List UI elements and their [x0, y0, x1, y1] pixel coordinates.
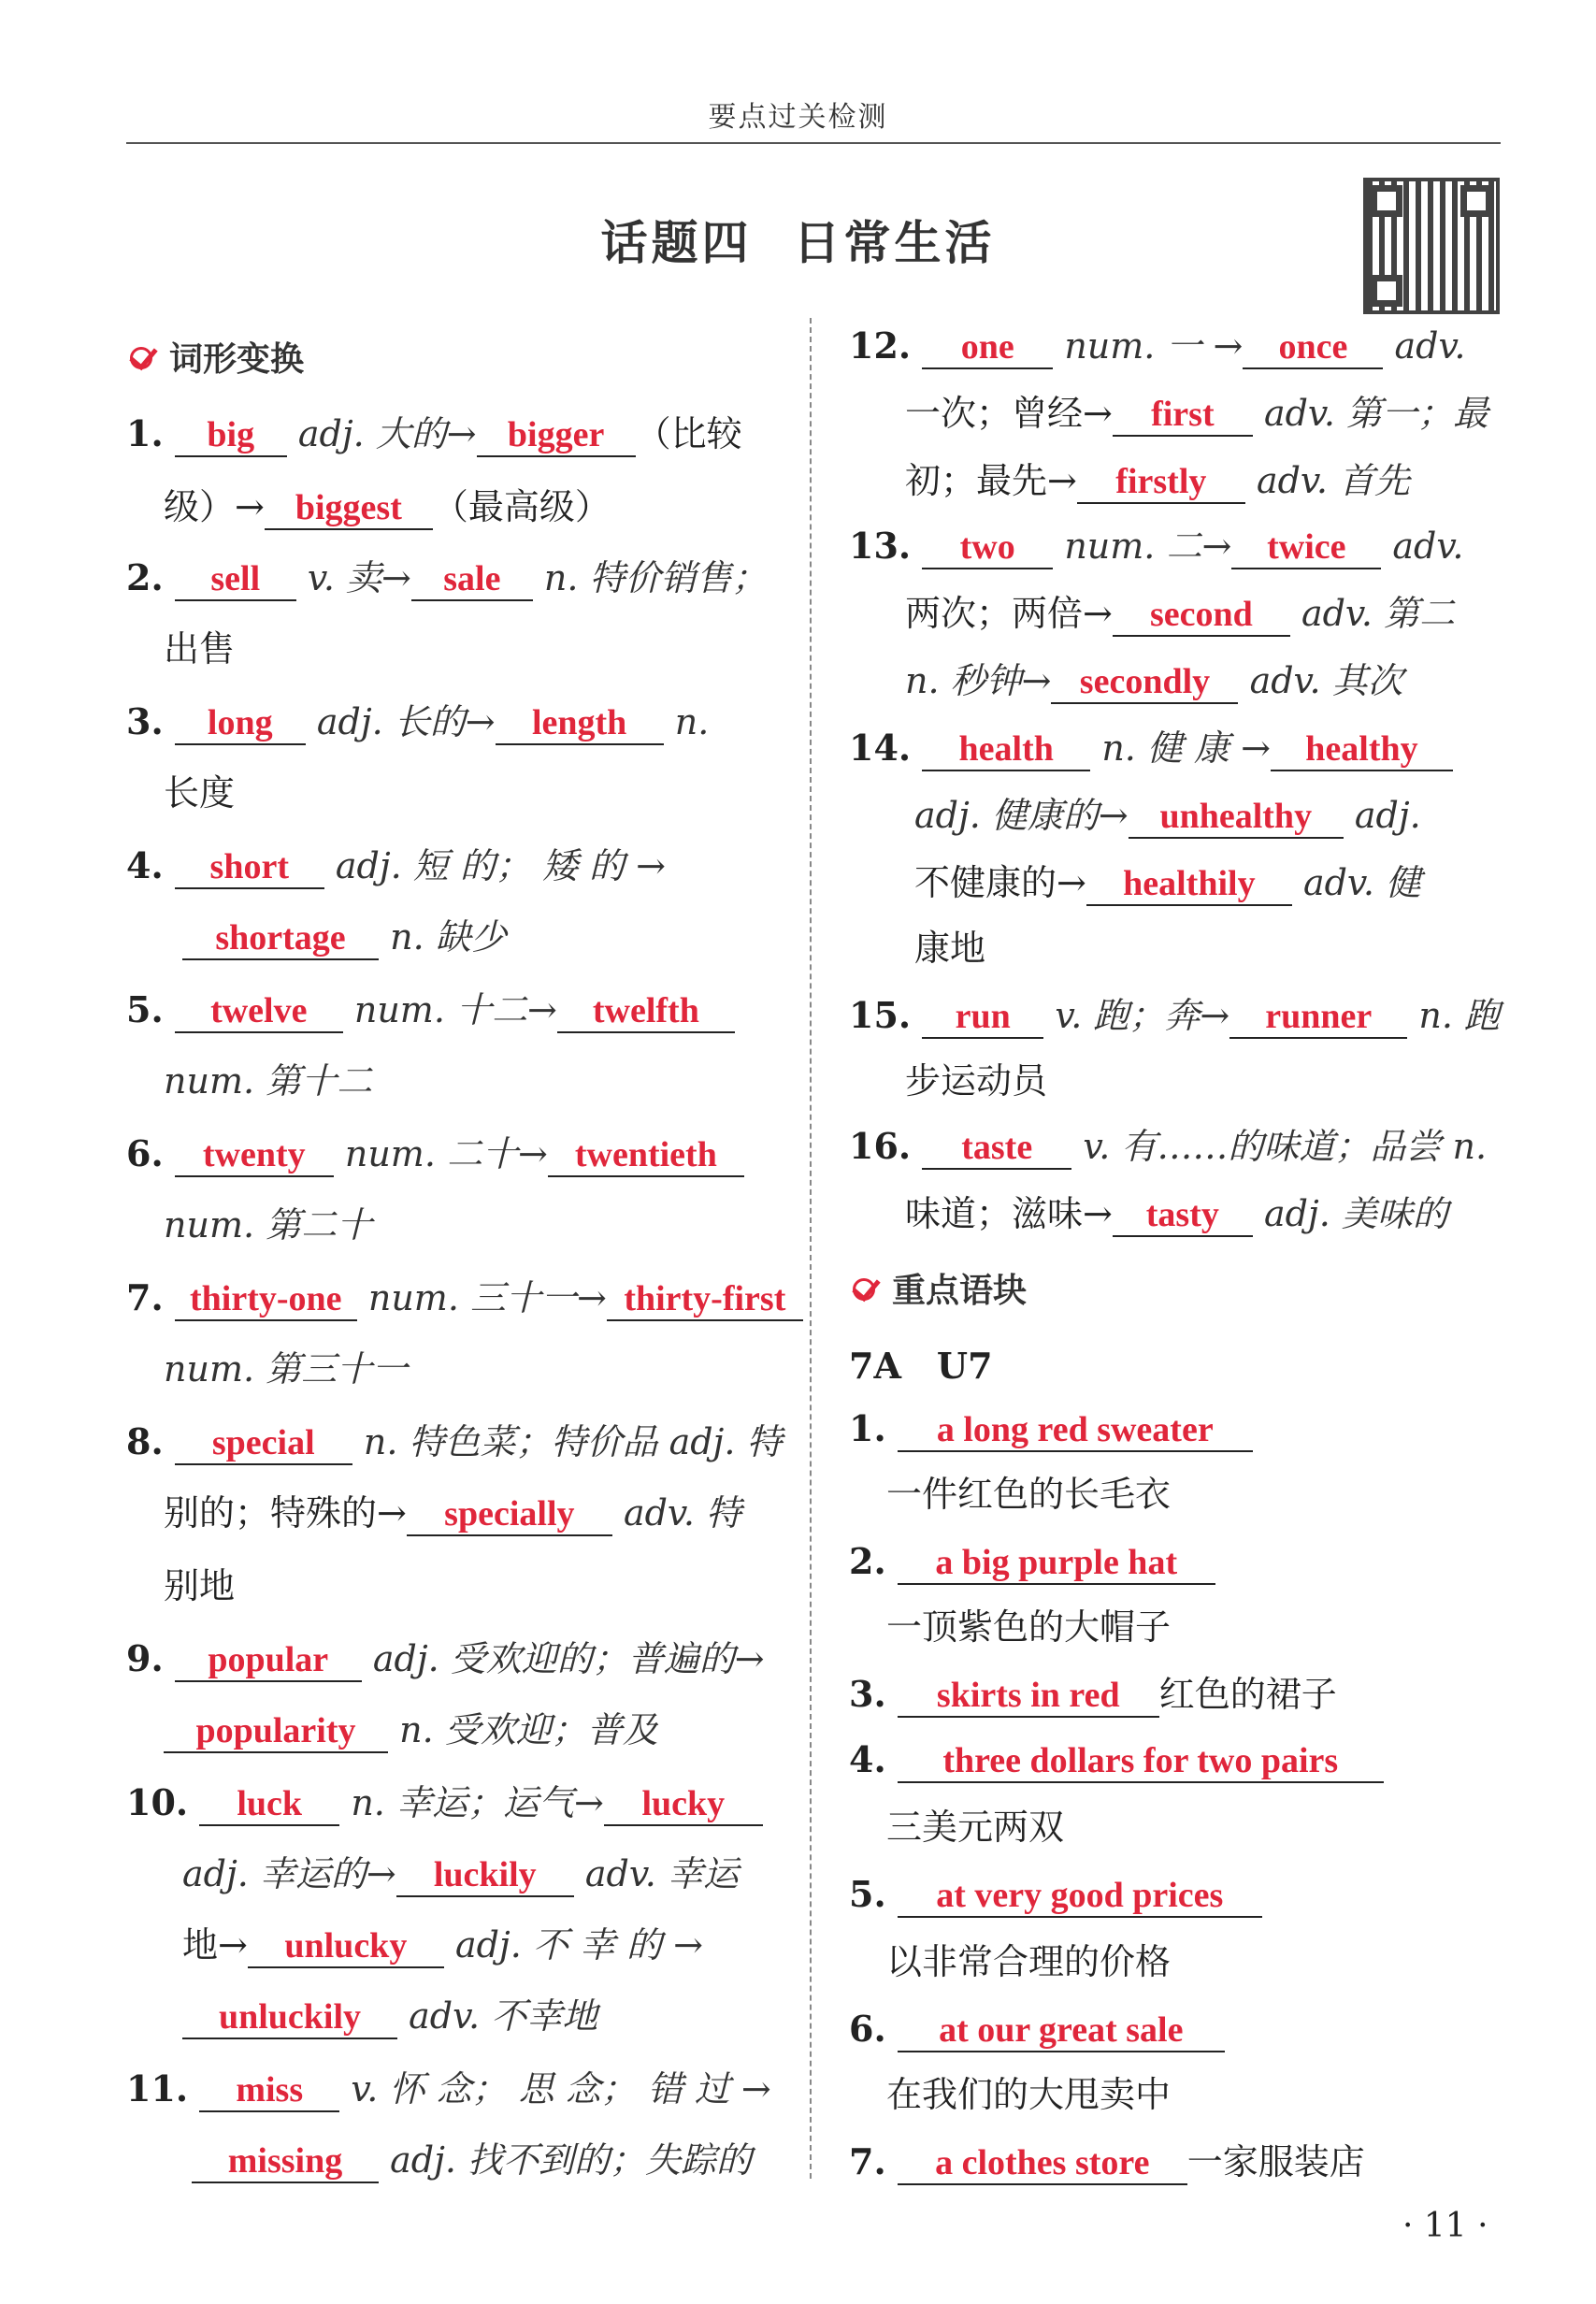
- item-text: 一件红色的长毛衣: [886, 1474, 1172, 1515]
- item-text: v. 怀 念； 思 念； 错 过 →: [351, 2068, 771, 2110]
- item-text: 长度: [164, 772, 236, 814]
- item-text: num. 第十二: [164, 1060, 373, 1102]
- answer-blank[interactable]: miss: [199, 2069, 339, 2112]
- item-number: 14.: [849, 727, 912, 769]
- item-text: adv. 其次: [1249, 660, 1403, 701]
- item-text: 别的；特殊的→: [164, 1492, 407, 1534]
- answer-blank[interactable]: once: [1243, 326, 1383, 369]
- item-text: num. 第二十: [164, 1204, 373, 1246]
- answer-blank[interactable]: run: [922, 996, 1043, 1039]
- word-item-4-cont: [182, 914, 507, 960]
- item-number: 6.: [126, 1132, 164, 1174]
- item-number: 11.: [126, 2067, 189, 2110]
- answer-blank[interactable]: thirty-one: [175, 1278, 357, 1321]
- word-item-1-cont: [164, 484, 611, 530]
- item-text: 别地: [164, 1565, 236, 1606]
- word-item-6: [126, 1131, 744, 1177]
- answer-blank[interactable]: runner: [1229, 996, 1407, 1039]
- item-number: 1.: [849, 1407, 886, 1449]
- word-item-11: [126, 2066, 771, 2112]
- item-text: adv.: [1392, 526, 1464, 567]
- word-item-11-cont: [192, 2138, 752, 2183]
- answer-blank[interactable]: taste: [922, 1127, 1071, 1170]
- section-word-forms: [126, 333, 304, 381]
- answer-blank[interactable]: twentieth: [548, 1134, 744, 1177]
- item-text: adj. 幸运的→: [182, 1853, 396, 1894]
- word-item-9: [126, 1636, 765, 1682]
- item-text: num. 第三十一: [164, 1348, 409, 1390]
- item-text: n. 幸运；运气→: [351, 1782, 604, 1823]
- item-text: n. 秒钟→: [905, 660, 1052, 701]
- item-number: 12.: [849, 324, 912, 367]
- item-text: 康地: [914, 928, 986, 969]
- item-text: n. 跑: [1418, 995, 1501, 1036]
- word-item-10-cont3: [182, 1994, 597, 2039]
- answer-blank[interactable]: length: [496, 702, 664, 745]
- item-text: n. 受欢迎；普及: [399, 1709, 658, 1750]
- item-text: adj. 大的→: [297, 413, 477, 454]
- item-number: 13.: [849, 525, 912, 567]
- item-number: 9.: [126, 1637, 164, 1679]
- phrase-item-2-trans: [886, 1605, 1171, 1649]
- item-number: 8.: [126, 1420, 164, 1462]
- item-text: 一顶紫色的大帽子: [886, 1606, 1172, 1648]
- item-number: 6.: [849, 2008, 886, 2050]
- word-item-2-cont: [164, 626, 235, 671]
- item-number: 1.: [126, 412, 164, 454]
- item-text: 级）→: [164, 486, 265, 527]
- word-item-10-cont: [182, 1851, 739, 1897]
- word-item-16-cont: [905, 1191, 1448, 1237]
- word-item-7-cont: [164, 1346, 408, 1391]
- answer-blank[interactable]: a clothes store: [898, 2142, 1187, 2185]
- item-text: 红色的裙子: [1158, 1674, 1337, 1715]
- item-text: 两次；两倍→: [905, 593, 1113, 634]
- word-item-5-cont: [164, 1058, 372, 1103]
- answer-blank[interactable]: lucky: [604, 1783, 763, 1826]
- item-text: n.: [674, 701, 710, 742]
- item-text: adj. 美味的: [1263, 1193, 1448, 1234]
- item-text: 不健康的→: [914, 862, 1086, 903]
- answer-blank[interactable]: one: [922, 326, 1053, 369]
- word-item-13-cont2: [905, 658, 1403, 704]
- word-item-1: [126, 411, 742, 457]
- item-text: adj. 长的→: [316, 701, 496, 742]
- word-item-8-cont2: [164, 1563, 235, 1608]
- answer-blank[interactable]: two: [922, 526, 1053, 569]
- item-number: 3.: [849, 1673, 886, 1715]
- word-item-3: [126, 699, 709, 745]
- phrase-item-6-trans: [886, 2072, 1171, 2117]
- item-text: 三美元两双: [886, 1807, 1065, 1848]
- answer-blank[interactable]: specially: [407, 1493, 612, 1536]
- item-text: adj.: [1354, 795, 1421, 836]
- item-text: n. 缺少: [390, 916, 507, 958]
- word-item-15-cont: [905, 1058, 1047, 1103]
- answer-blank[interactable]: thirty-first: [607, 1278, 803, 1321]
- phrase-item-5-trans: [886, 1939, 1171, 1984]
- word-item-4: [126, 843, 666, 889]
- item-text: adv.: [1394, 325, 1466, 367]
- item-text: 地→: [182, 1924, 248, 1966]
- item-text: adv. 特: [623, 1492, 742, 1534]
- answer-blank[interactable]: bigger: [477, 414, 636, 457]
- item-number: 5.: [126, 988, 164, 1030]
- item-number: 2.: [849, 1540, 886, 1582]
- answer-blank[interactable]: biggest: [265, 487, 433, 530]
- answer-blank[interactable]: at our great sale: [898, 2009, 1225, 2052]
- answer-blank[interactable]: health: [922, 728, 1090, 771]
- topic-title: [0, 206, 1596, 273]
- answer-blank[interactable]: twelve: [175, 990, 343, 1033]
- item-text: n. 特价销售；: [543, 557, 768, 598]
- item-text: n. 健 康 →: [1101, 727, 1271, 769]
- item-text: num. 三十一→: [367, 1277, 607, 1318]
- item-text: num. 二十→: [344, 1133, 548, 1174]
- item-number: 4.: [126, 844, 164, 886]
- word-item-14: [849, 726, 1453, 771]
- section-key-phrases: [849, 1264, 1027, 1312]
- answer-blank[interactable]: twice: [1231, 526, 1381, 569]
- section-title: 重点语块: [892, 1272, 1028, 1310]
- item-text: adv. 健: [1302, 862, 1422, 903]
- item-text: adj. 受欢迎的；普遍的→: [372, 1638, 765, 1679]
- item-text: num. 二→: [1064, 526, 1232, 567]
- phrase-item-5: [849, 1872, 1262, 1918]
- item-text: （比较: [635, 413, 742, 454]
- item-text: adv. 首先: [1256, 460, 1411, 501]
- answer-blank[interactable]: a long red sweater: [898, 1409, 1253, 1452]
- word-item-14-cont2: [914, 860, 1421, 906]
- answer-blank[interactable]: three dollars for two pairs: [898, 1740, 1384, 1783]
- item-text: 出售: [164, 628, 236, 670]
- answer-blank[interactable]: first: [1113, 394, 1253, 437]
- item-text: v. 有……的味道；品尝 n.: [1083, 1126, 1488, 1167]
- word-item-10-cont2: [182, 1922, 703, 1968]
- item-text: 步运动员: [905, 1060, 1048, 1102]
- item-number: 2.: [126, 556, 164, 598]
- answer-blank[interactable]: special: [175, 1422, 352, 1465]
- qr-code-icon[interactable]: [1363, 178, 1500, 314]
- item-number: 7.: [849, 2140, 886, 2182]
- word-item-8: [126, 1419, 783, 1465]
- answer-blank[interactable]: sale: [411, 558, 533, 601]
- word-item-13: [849, 524, 1463, 569]
- word-item-9-cont: [164, 1707, 658, 1753]
- phrase-item-4-trans: [886, 1805, 1064, 1850]
- item-text: adv. 第二: [1301, 593, 1456, 634]
- answer-blank[interactable]: missing: [192, 2140, 379, 2183]
- answer-blank[interactable]: tasty: [1113, 1194, 1253, 1237]
- topic-name: 日常生活: [793, 215, 996, 270]
- word-item-6-cont: [164, 1202, 372, 1247]
- column-divider: [810, 318, 812, 2179]
- word-item-7: [126, 1275, 803, 1321]
- answer-blank[interactable]: unhealthy: [1129, 796, 1344, 839]
- item-text: adv. 第一；最: [1263, 393, 1489, 434]
- item-text: 初；最先→: [905, 460, 1077, 501]
- word-item-3-cont: [164, 770, 235, 815]
- item-number: 7.: [126, 1276, 164, 1318]
- item-number: 4.: [849, 1738, 886, 1780]
- answer-blank[interactable]: twelfth: [557, 990, 735, 1033]
- phrase-item-3: [849, 1672, 1337, 1718]
- item-text: v. 卖→: [307, 557, 411, 598]
- running-header: 要点过关检测: [708, 101, 888, 134]
- header-rule: [126, 142, 1501, 144]
- phrase-item-7: [849, 2139, 1365, 2185]
- item-number: 3.: [126, 700, 164, 742]
- word-item-5: [126, 987, 735, 1033]
- page-number: · 11 ·: [1402, 2207, 1488, 2245]
- item-text: adj. 短 的； 矮 的 →: [335, 845, 666, 886]
- item-text: num. 十二→: [353, 989, 557, 1030]
- word-item-2: [126, 555, 768, 601]
- answer-blank[interactable]: twenty: [175, 1134, 334, 1177]
- answer-blank[interactable]: a big purple hat: [898, 1542, 1215, 1585]
- word-item-13-cont: [905, 591, 1455, 637]
- item-text: 一家服装店: [1186, 2141, 1365, 2182]
- topic-label: 话题四: [600, 215, 753, 270]
- item-number: 5.: [849, 1873, 886, 1915]
- item-number: 10.: [126, 1781, 189, 1823]
- item-text: adj. 找不到的；失踪的: [390, 2139, 753, 2181]
- answer-blank[interactable]: luck: [199, 1783, 339, 1826]
- answer-blank[interactable]: healthily: [1086, 863, 1292, 906]
- item-text: adj. 不 幸 的 →: [454, 1924, 703, 1966]
- answer-blank[interactable]: second: [1113, 594, 1290, 637]
- word-item-16: [849, 1124, 1487, 1170]
- phrase-item-1: [849, 1406, 1253, 1452]
- answer-blank[interactable]: firstly: [1077, 461, 1245, 504]
- answer-blank[interactable]: big: [175, 414, 287, 457]
- item-text: adv. 幸运: [584, 1853, 739, 1894]
- section-title: 词形变换: [169, 340, 305, 379]
- phrase-item-2: [849, 1539, 1215, 1585]
- answer-blank[interactable]: skirts in red: [898, 1675, 1159, 1718]
- word-item-14-cont3: [914, 926, 985, 971]
- word-item-15: [849, 993, 1500, 1039]
- answer-blank[interactable]: unluckily: [182, 1996, 397, 2039]
- word-item-14-cont: [914, 793, 1421, 839]
- word-item-10: [126, 1780, 763, 1826]
- item-text: 以非常合理的价格: [886, 1941, 1172, 1982]
- word-item-8-cont: [164, 1490, 741, 1536]
- answer-blank[interactable]: secondly: [1051, 661, 1238, 704]
- item-text: （最高级）: [432, 486, 611, 527]
- item-text: n. 特色菜；特价品 adj. 特: [363, 1421, 783, 1462]
- answer-blank[interactable]: sell: [175, 558, 296, 601]
- answer-blank[interactable]: shortage: [182, 917, 379, 960]
- phrase-item-6: [849, 2007, 1225, 2052]
- unit-label: 7A U7: [849, 1345, 993, 1387]
- check-icon: [126, 341, 160, 373]
- word-item-12: [849, 324, 1466, 369]
- answer-blank[interactable]: unlucky: [248, 1925, 444, 1968]
- word-item-12-cont2: [905, 458, 1410, 504]
- item-number: 16.: [849, 1125, 912, 1167]
- answer-blank[interactable]: popular: [175, 1639, 362, 1682]
- item-text: num. 一 →: [1064, 325, 1244, 367]
- item-text: adj. 健康的→: [914, 795, 1129, 836]
- item-text: adv. 不幸地: [409, 1995, 598, 2037]
- word-item-12-cont: [905, 391, 1488, 437]
- item-number: 15.: [849, 994, 912, 1036]
- item-text: 在我们的大甩卖中: [886, 2074, 1172, 2115]
- answer-blank[interactable]: long: [175, 702, 306, 745]
- answer-blank[interactable]: popularity: [164, 1710, 388, 1753]
- check-icon: [849, 1273, 883, 1304]
- phrase-item-4: [849, 1737, 1384, 1783]
- answer-blank[interactable]: at very good prices: [898, 1875, 1262, 1918]
- item-text: v. 跑；奔→: [1055, 995, 1230, 1036]
- item-text: 一次；曾经→: [905, 393, 1113, 434]
- item-text: 味道；滋味→: [905, 1193, 1113, 1234]
- phrase-item-1-trans: [886, 1472, 1171, 1517]
- answer-blank[interactable]: luckily: [396, 1854, 574, 1897]
- answer-blank[interactable]: healthy: [1271, 728, 1453, 771]
- answer-blank[interactable]: short: [175, 846, 324, 889]
